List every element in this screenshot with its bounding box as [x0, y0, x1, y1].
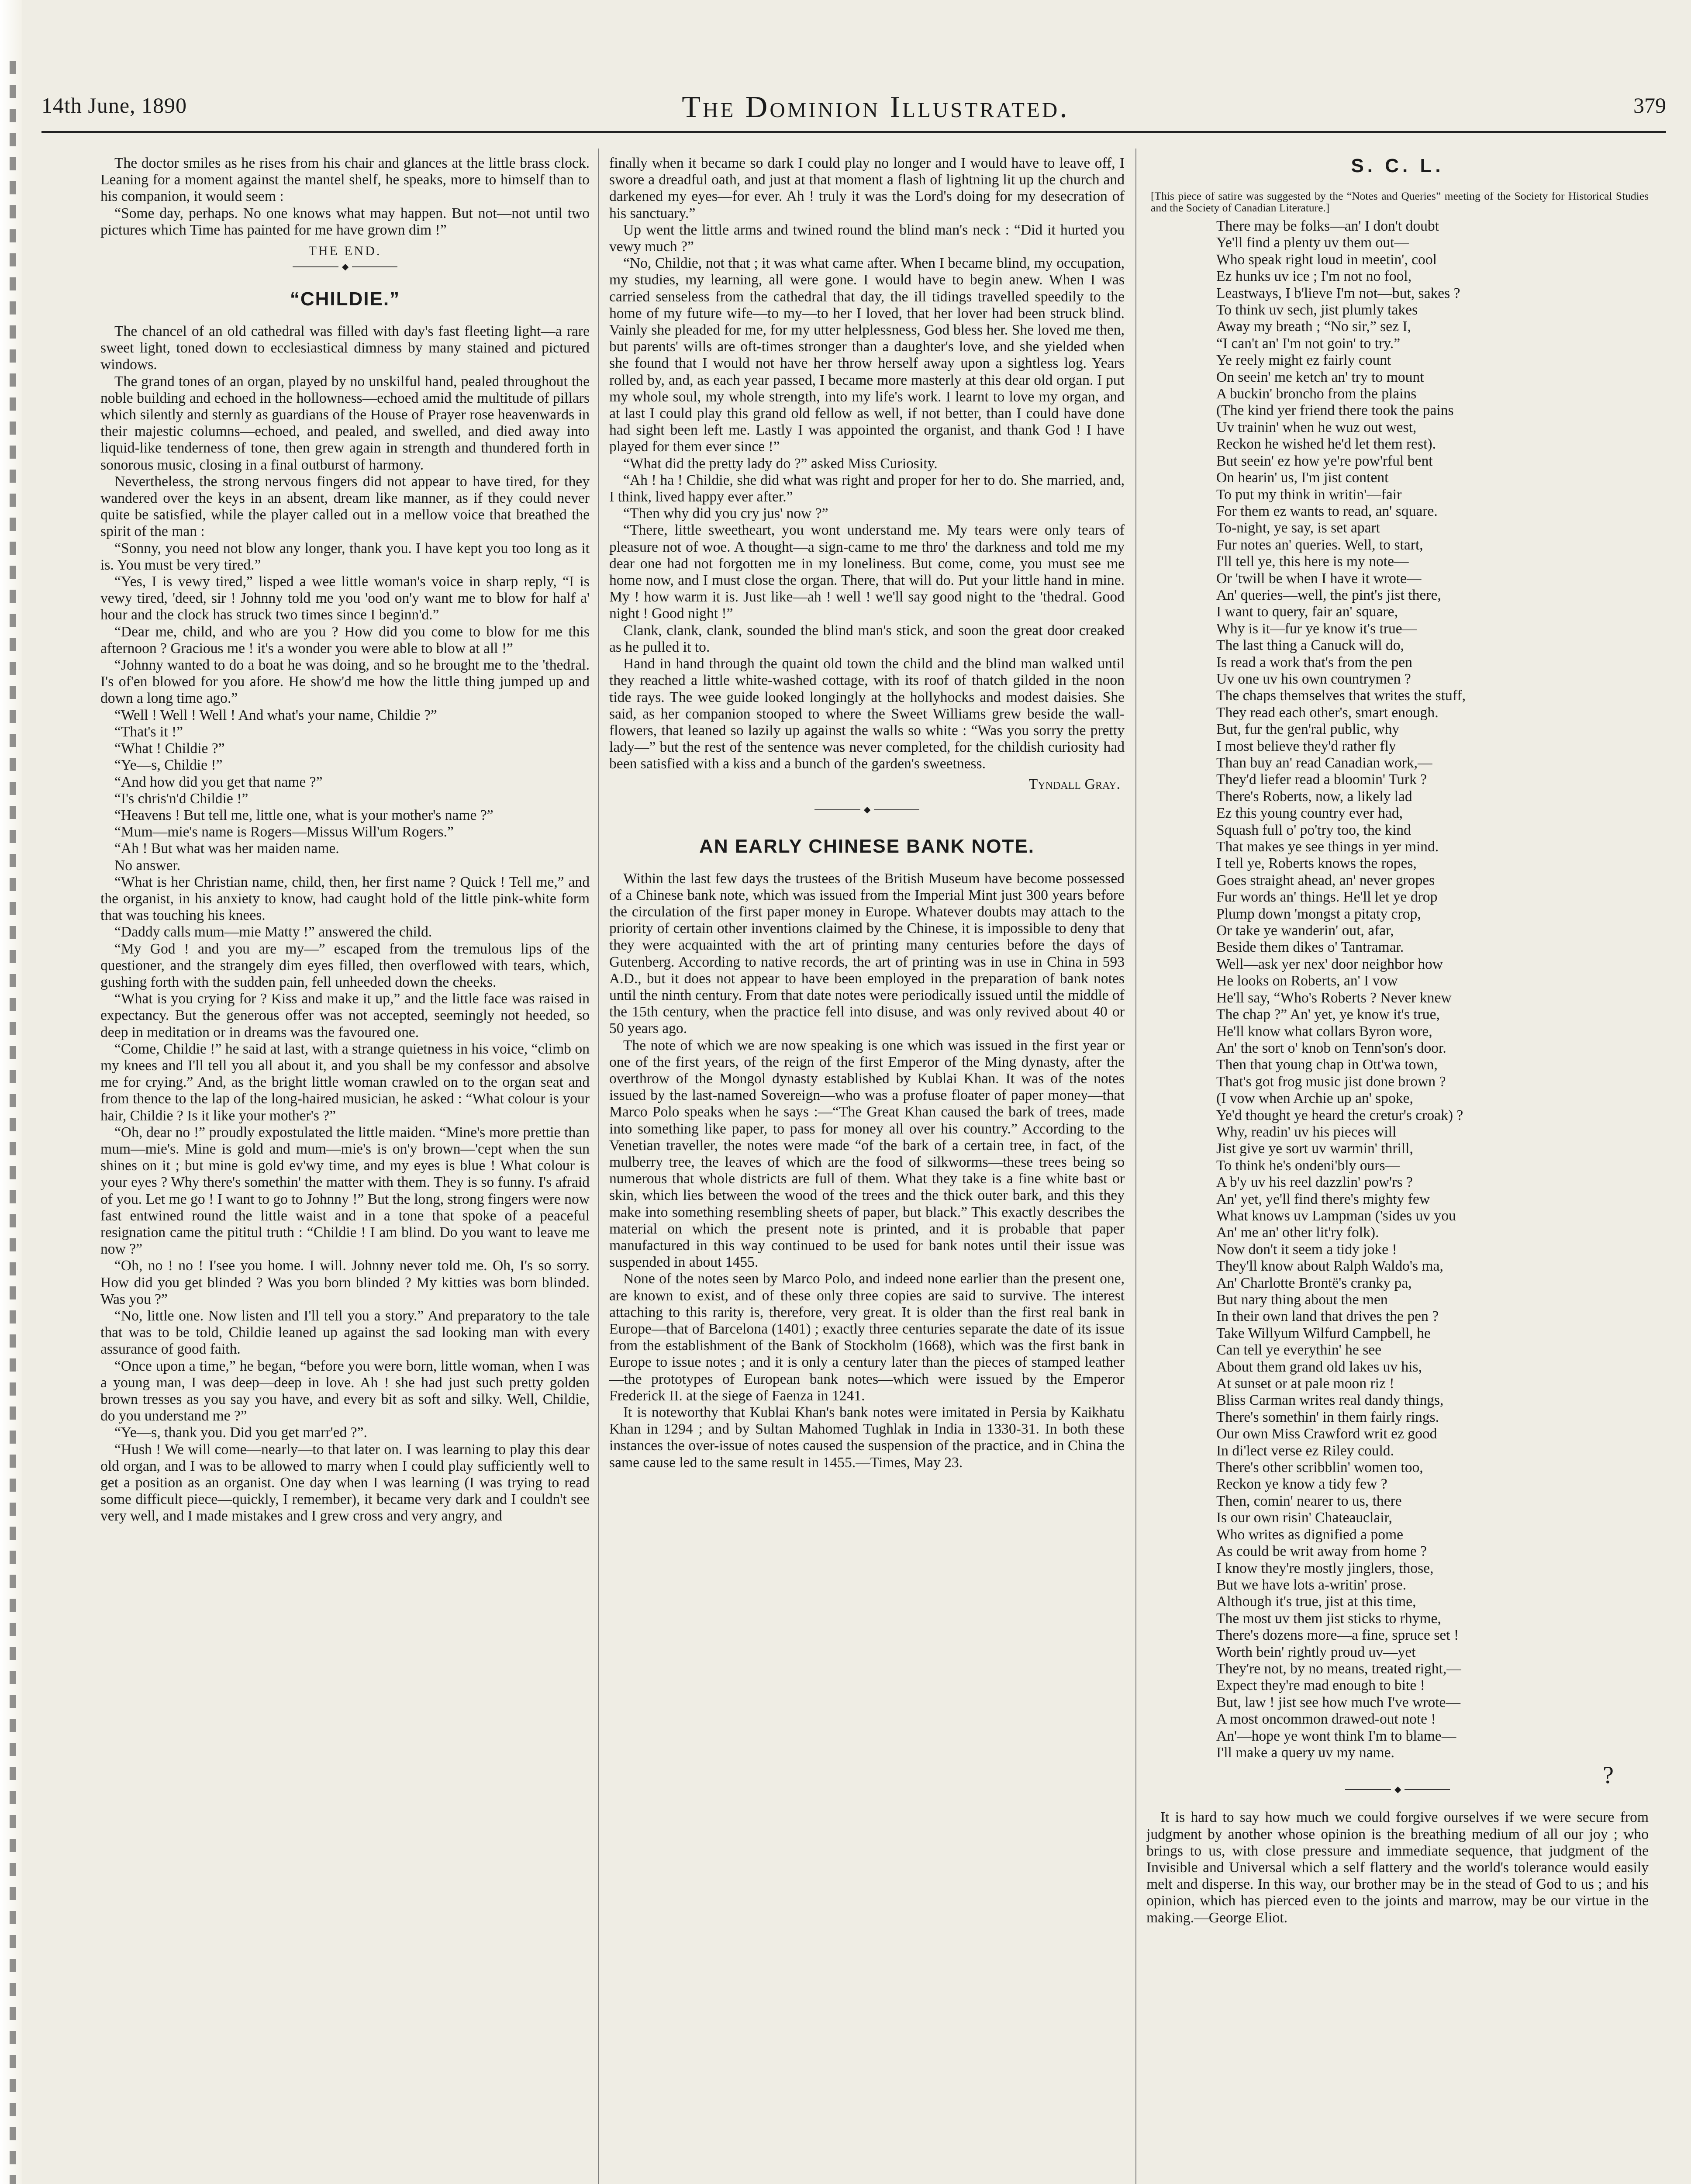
author-signature: Tyndall Gray.: [1028, 776, 1120, 792]
poem-line: Take Willyum Wilfurd Campbell, he: [1216, 1325, 1431, 1341]
poem-line: Is read a work that's from the pen: [1216, 654, 1412, 670]
poem-line: To think he's ondeni'bly ours—: [1216, 1157, 1400, 1174]
poem-line: About them grand old lakes uv his,: [1216, 1358, 1422, 1375]
poem-line: Bliss Carman writes real dandy things,: [1216, 1392, 1444, 1409]
poem-line: Away my breath ; “No sir,” sez I,: [1216, 318, 1411, 335]
poem-line: Well—ask yer nex' door neighbor how: [1216, 956, 1443, 972]
poem-line: Squash full o' po'try too, the kind: [1216, 822, 1411, 838]
poem-line: Fur words an' things. He'll let ye drop: [1216, 889, 1438, 905]
scl-title: S. C. L.: [1351, 155, 1444, 176]
poem-line: Why, readin' uv his pieces will: [1216, 1123, 1397, 1140]
issue-date: 14th June, 1890: [41, 93, 187, 117]
paragraph: “Ye—s, thank you. Did you get marr'ed ?”.: [114, 1424, 367, 1441]
paragraph: “Then why did you cry jus' now ?”: [623, 505, 828, 522]
poem-line: I want to query, fair an' square,: [1216, 604, 1398, 620]
poem-line: To put my think in writin'—fair: [1216, 486, 1402, 503]
poem-line: An' the sort o' knob on Tenn'son's door.: [1216, 1040, 1446, 1056]
poem-line: He looks on Roberts, an' I vow: [1216, 973, 1398, 989]
poem-line: (The kind yer friend there took the pains: [1216, 402, 1454, 419]
poem-line: He'll know what collars Byron wore,: [1216, 1023, 1432, 1040]
poem-line: Leastways, I b'lieve I'm not—but, sakes ?: [1216, 285, 1460, 301]
poem-line: Who speak right loud in meetin', cool: [1216, 251, 1437, 268]
column-divider: [1135, 149, 1136, 2184]
poem-line: There's somethin' in them fairly rings.: [1216, 1409, 1439, 1425]
paragraph: “There, little sweetheart, you wont understand me. My tears were only tears of pleasure not of woe. A thought—a sign-came to me thro' the darkness and told me my dear one had not forgotten me in my loneliness. But come, come, you must see me home now, and I must close the organ. There, that will do. Put your little hand in mine. My ! how warm it is. Just like—ah ! well ! we'll say good night to the 'thedral. Good night ! Good night !”: [609, 522, 1125, 622]
paragraph: “Ah ! ha ! Childie, she did what was right and proper for her to do. She married, and, I think, lived happy ever after.”: [609, 472, 1125, 505]
poem-line: Than buy an' read Canadian work,—: [1216, 755, 1432, 771]
paragraph: “Oh, no ! no ! I'see you home. I will. Johnny never told me. Oh, I's so sorry. How did you get blinded ? Was you born blinded ? My kitties was born blinded. Was you ?”: [100, 1258, 590, 1307]
story-ending: [100, 155, 590, 238]
paragraph: “Ye—s, Childie !”: [114, 757, 223, 774]
scl-poem: [1216, 218, 1649, 1761]
column-2: [609, 155, 1125, 2184]
paragraph: “Dear me, child, and who are you ? How did you come to blow for me this afternoon ? Gracious me ! it's a wonder you were able to blow at all !”: [100, 623, 590, 657]
poem-line: Then that young chap in Ott'wa town,: [1216, 1057, 1438, 1073]
paragraph: Up went the little arms and twined round the blind man's neck : “Did it hurted you vewy much ?”: [609, 221, 1125, 255]
poem-line: Beside them dikes o' Tantramar.: [1216, 939, 1404, 956]
poem-line: (I vow when Archie up an' spoke,: [1216, 1090, 1413, 1107]
poem-line: I tell ye, Roberts knows the ropes,: [1216, 855, 1417, 872]
column-1: [100, 155, 590, 2184]
closing-paragraph: It is hard to say how much we could forgive ourselves if we were secure from judgment by another whose opinion is the breathing medium of all our joy ; who brings to us, with close pressure and immediate sequence, that judgment of the Invisible and Universal which a self flattery and the world's tolerance would easily melt and disperse. In this way, our brother may be in the stead of God to us ; and his opinion, which has pierced even to the joints and marrow, may be our virtue in the making.—George Eliot.: [1146, 1809, 1649, 1926]
paragraph: “Ah ! But what was her maiden name.: [114, 840, 339, 857]
poem-line: Is our own risin' Chateauclair,: [1216, 1510, 1392, 1526]
poem-line: Goes straight ahead, an' never gropes: [1216, 872, 1435, 888]
poem-line: Ye'd thought ye heard the cretur's croak) ?: [1216, 1107, 1463, 1123]
poem-line: Why is it—fur ye know it's true—: [1216, 620, 1417, 637]
paragraph: The chancel of an old cathedral was filled with day's fast fleeting light—a rare sweet light, toned down to ecclesiastical dimness by many stained and pictured windows.: [100, 323, 590, 373]
poem-line: What knows uv Lampman ('sides uv you: [1216, 1207, 1456, 1224]
bank-note-article: [609, 871, 1125, 1471]
paragraph: “Some day, perhaps. No one knows what may happen. But not—not until two pictures which Time has painted for me have grown dim !”: [100, 205, 590, 238]
poem-line: They'll know about Ralph Waldo's ma,: [1216, 1258, 1443, 1275]
paragraph: “What is you crying for ? Kiss and make it up,” and the little face was raised in expectancy. But the generous offer was not accepted, seemingly not heeded, so deep in meditation or in dreams was the favoured one.: [100, 991, 590, 1040]
paragraph: “Sonny, you need not blow any longer, thank you. I have kept you too long as it is. You must be very tired.”: [100, 540, 590, 573]
paragraph: The doctor smiles as he rises from his chair and glances at the little brass clock. Leaning for a moment against the mantel shelf, he speaks, more to himself than to his companion, it would seem :: [100, 155, 590, 205]
poem-line: The chaps themselves that writes the stuff,: [1216, 688, 1466, 704]
paragraph: “Johnny wanted to do a boat he was doing, and so he brought me to the 'thedral. I's of'en blowed for you afore. He show'd me how the little thing jumped up and down a long time ago.”: [100, 657, 590, 707]
poem-line: The most uv them jist sticks to rhyme,: [1216, 1610, 1441, 1627]
childie-story-continued: [609, 155, 1125, 773]
poem-line: Although it's true, jist at this time,: [1216, 1593, 1416, 1610]
paragraph: Hand in hand through the quaint old town the child and the blind man walked until they reached a little white-washed cottage, with its roof of thatch gilded in the noon tide rays. The wee guide looked longingly at the hollyhocks and modest daisies. She said, as her companion stooped to where the Sweet Williams grew beside the wall-flowers, that leaned so lazily up against the walls so white : “Was you sorry the pretty lady—” but the rest of the sentence was never completed, for the childish curiosity had been satisfied with a kiss and a bunch of the garden's sweetness.: [609, 656, 1125, 772]
poem-line: They'd liefer read a bloomin' Turk ?: [1216, 771, 1427, 788]
poem-line: For them ez wants to read, an' square.: [1216, 503, 1438, 519]
page-header: [41, 90, 1666, 132]
poem-line: But, law ! jist see how much I've wrote—: [1216, 1694, 1461, 1711]
paragraph: “Well ! Well ! Well ! And what's your name, Childie ?”: [114, 707, 437, 723]
poem-line: I'll tell ye, this here is my note—: [1216, 553, 1409, 570]
poem-line: I most believe they'd rather fly: [1216, 738, 1396, 754]
poem-line: In di'lect verse ez Riley could.: [1216, 1442, 1394, 1459]
paragraph: “I's chris'n'd Childie !”: [114, 790, 248, 807]
bank-note-title: AN EARLY CHINESE BANK NOTE.: [699, 835, 1035, 857]
poem-line: To-night, ye say, is set apart: [1216, 520, 1380, 536]
poem-line: Then, comin' nearer to us, there: [1216, 1493, 1402, 1509]
the-end-label: THE END.: [308, 244, 382, 259]
poem-line: I'll make a query uv my name.: [1216, 1744, 1394, 1761]
paragraph: “Oh, dear no !” proudly expostulated the little maiden. “Mine's more prettie than mum—mie's. Mine is gold and mum—mie's is on'y brown—'cept when the sun shines on it ; but mine is gold ev'wy time, and my eyes is blue ! What colour is your eyes ? Why there's somethin' the matter with them. They is so funny. I's afraid of you. Let me go ! I want to go to Johnny !” But the long, strong fingers were now fast entwined round the little waist and in a tone that spoke of a peaceful resignation came the pititul truth : “Childie ! I am blind. Do you want to leave me now ?”: [100, 1124, 590, 1258]
paragraph: “No, Childie, not that ; it was what came after. When I became blind, my occupation, my studies, my learning, all were gone. I would have to begin anew. When I was carried senseless from the cathedral that day, the ill tidings travelled speedily to the home of my future wife—to my—to her I loved, that her lover had been struck blind. Vainly she pleaded for me, for my utter helplessness, God bless her. She loved me then, but parents' wills are oft-times stronger than a daughter's love, and she yielded when she found that I would not have her throw herself away upon a sightless log. Years rolled by, and, as each year passed, I became more masterly at this dear old organ. I put my whole soul, my whole strength, into my life's work. I learnt to love my organ, and at last I could play this grand old fellow as well, if not better, than I could have done had sight been left me. Lastly I was appointed the organist, and thank God ! I have played for them ever since !”: [609, 255, 1125, 455]
poem-line: Plump down 'mongst a pitaty crop,: [1216, 905, 1421, 922]
poem-line: That's got frog music jist done brown ?: [1216, 1073, 1446, 1090]
poem-line: Now don't it seem a tidy joke !: [1216, 1241, 1397, 1258]
paragraph: “Daddy calls mum—mie Matty !” answered the child.: [114, 924, 432, 940]
poem-line: He'll say, “Who's Roberts ? Never knew: [1216, 989, 1452, 1006]
poem-line: Jist give ye sort uv warmin' thrill,: [1216, 1140, 1413, 1157]
header-rule: [41, 131, 1666, 133]
childie-story: [100, 323, 590, 1525]
paragraph: “Mum—mie's name is Rogers—Missus Will'um Rogers.”: [114, 824, 454, 840]
poem-line: As could be writ away from home ?: [1216, 1543, 1427, 1560]
poem-line: To think uv sech, jist plumly takes: [1216, 302, 1418, 318]
paragraph: “And how did you get that name ?”: [114, 774, 323, 790]
paragraph: “What ! Childie ?”: [114, 740, 225, 757]
paragraph: “Once upon a time,” he began, “before you were born, little woman, when I was a young man, I was deep—deep in love. Ah ! she had just such pretty golden brown tresses as you say you have, and every bit as soft and silky. Well, Childie, do you understand me ?”: [100, 1358, 590, 1424]
paragraph: “Heavens ! But tell me, little one, what is your mother's name ?”: [114, 807, 493, 823]
childie-title: “CHILDIE.”: [290, 288, 400, 310]
poem-line: But nary thing about the men: [1216, 1292, 1388, 1308]
poem-line: There's Roberts, now, a likely lad: [1216, 788, 1412, 805]
paragraph: Within the last few days the trustees of the British Museum have become possessed of a Chinese bank note, which was issued from the Imperial Mint just 300 years before the circulation of the first paper money in Europe. Whatever doubts may attach to the priority of certain other inventions claimed by the Chinese, it is impossible to deny that they were acquainted with the art of printing many centuries before the days of Gutenberg. According to native records, the art of printing was in use in China in 593 A.D., but it does not appear to have been employed in the preparation of bank notes until the ninth century. From that date notes were periodically issued until the middle of the 15th century, when the practice fell into disuse, and was only revived about 40 or 50 years ago.: [609, 870, 1125, 1037]
poem-line: Fur notes an' queries. Well, to start,: [1216, 536, 1423, 553]
poem-line: Reckon ye know a tidy few ?: [1216, 1476, 1387, 1493]
poem-line: The last thing a Canuck will do,: [1216, 637, 1404, 654]
poem-line: An' Charlotte Brontë's cranky pa,: [1216, 1275, 1412, 1291]
paragraph: Clank, clank, clank, sounded the blind man's stick, and soon the great door creaked as he pulled it to.: [609, 622, 1125, 655]
poem-line: Uv trainin' when he wuz out west,: [1216, 419, 1417, 435]
column-divider: [598, 149, 599, 2184]
paragraph: The grand tones of an organ, played by no unskilful hand, pealed throughout the noble building and echoed in the hollowness—echoed amid the multitude of pillars which silently and sternly as guardians of the House of Prayer rose heavenwards in their majestic columns—echoed, and pealed, and swelled, and died away into liquid-like tenderness of tone, then grew again in strength and thundered forth in sonorous music, closing in a final outburst of harmony.: [100, 373, 590, 473]
paragraph: “What is her Christian name, child, then, her first name ? Quick ! Tell me,” and the organist, in his anxiety to know, had caught hold of the little pink-white form that was touching his knees.: [100, 874, 590, 924]
masthead-title: The Dominion Illustrated.: [682, 90, 1070, 124]
paragraph: No answer.: [114, 857, 181, 874]
section-ornament: [293, 263, 397, 271]
poem-line: An'—hope ye wont think I'm to blame—: [1216, 1728, 1456, 1744]
poem-line: But, fur the gen'ral public, why: [1216, 721, 1400, 738]
poem-line: A b'y uv his reel dazzlin' pow'rs ?: [1216, 1174, 1413, 1191]
poem-line: I know they're mostly jinglers, those,: [1216, 1560, 1434, 1576]
paragraph: “Come, Childie !” he said at last, with a strange quietness in his voice, “climb on my knees and I'll tell you all about it, and you shall be my confessor and absolve me for crying.” And, as the bright little woman crawled on to the organ seat and from thence to the lap of the long-haired musician, he asked : “What colour is your hair, Childie ? Is it like your mother's ?”: [100, 1040, 590, 1124]
poem-line: On seein' me ketch an' try to mount: [1216, 369, 1424, 385]
poem-line: Ez this young country ever had,: [1216, 805, 1403, 822]
poem-line: At sunset or at pale moon riz !: [1216, 1375, 1394, 1392]
scl-editorial-note: [This piece of satire was suggested by the “Notes and Queries” meeting of the Society for Historical Studies and the Society of Canadian Literature.]: [1151, 190, 1649, 214]
poem-line: There's other scribblin' women too,: [1216, 1459, 1423, 1476]
poem-line: Worth bein' rightly proud uv—yet: [1216, 1644, 1416, 1660]
poem-line: But seein' ez how ye're pow'rful bent: [1216, 453, 1433, 469]
paragraph: “Hush ! We will come—nearly—to that later on. I was learning to play this dear old organ, and I was to be allowed to marry when I could play sufficiently well to get a position as an organist. One day when I was learning (I was trying to read some difficult piece—quickly, I remember), it became very dark and I couldn't see very well, and I made mistakes and I grew cross and very angry, and: [100, 1441, 590, 1524]
poem-line: They read each other's, smart enough.: [1216, 704, 1439, 721]
poem-line: Ez hunks uv ice ; I'm not no fool,: [1216, 268, 1412, 285]
section-ornament: [1345, 1786, 1450, 1794]
page-number: 379: [1633, 93, 1666, 117]
poem-line: A buckin' broncho from the plains: [1216, 386, 1417, 402]
poem-line: An' queries—well, the pint's jist there,: [1216, 587, 1441, 603]
paragraph: “Yes, I is vewy tired,” lisped a wee little woman's voice in sharp reply, “I is vewy tired, 'deed, sir ! Johnny told me you 'ood on'y want me to blow for half a' hour and the clock has struck two times since I beginn'd.”: [100, 574, 590, 623]
poem-line: “I can't an' I'm not goin' to try.”: [1216, 335, 1401, 352]
paragraph: “My God ! and you are my—” escaped from the tremulous lips of the questioner, and the strangely dim eyes filled, then overflowed with tears, which, gushing forth with the sudden pain, fell unheeded down the cheeks.: [100, 940, 590, 990]
paragraph: finally when it became so dark I could play no longer and I would have to leave off, I swore a dreadful oath, and just at that moment a flash of lightning lit up the church and darkened my eyes—for ever. Ah ! truly it was the Lord's doing for my desecration of his sanctuary.”: [609, 155, 1125, 221]
paragraph: “No, little one. Now listen and I'll tell you a story.” And preparatory to the tale that was to be told, Childie leaned up against the sad looking man with every assurance of good faith.: [100, 1308, 590, 1358]
poem-line: Or take ye wanderin' out, afar,: [1216, 923, 1394, 939]
paragraph: It is noteworthy that Kublai Khan's bank notes were imitated in Persia by Kaikhatu Khan in 1294 ; and by Sultan Mahomed Tughlak in India in 1330-31. In both these instances the over-issue of notes caused the suspension of the practice, and in China the same cause led to the same result in 1455.—Times, May 23.: [609, 1404, 1125, 1471]
paragraph: Nevertheless, the strong nervous fingers did not appear to have tired, for they wandered over the keys in an absent, dream like manner, as if they could never quite be satisfied, while the player called out in a mellow voice that breathed the spirit of the man :: [100, 473, 590, 540]
poem-line: Expect they're mad enough to bite !: [1216, 1677, 1425, 1694]
poem-line: Our own Miss Crawford writ ez good: [1216, 1426, 1437, 1442]
poem-line: An' yet, ye'll find there's mighty few: [1216, 1191, 1430, 1207]
poem-line: That makes ye see things in yer mind.: [1216, 839, 1439, 855]
poem-line: They're not, by no means, treated right,—: [1216, 1660, 1461, 1677]
poem-line: There may be folks—an' I don't doubt: [1216, 218, 1439, 234]
poem-line: Uv one uv his own countrymen ?: [1216, 670, 1411, 687]
poem-line: In their own land that drives the pen ?: [1216, 1308, 1439, 1325]
paragraph: None of the notes seen by Marco Polo, and indeed none earlier than the present one, are known to exist, and of these only three copies are said to survive. The interest attaching to this rarity is, therefore, very great. It is older than the first real bank in Europe—that of Barcelona (1401) ; exactly three centuries separate the date of its issue from the establishment of the Bank of Stockholm (1668), which was the first bank in Europe to issue notes ; and it is only a century later than the pieces of stamped leather—the prototypes of European bank notes—which were issued by the Emperor Frederick II. at the siege of Faenza in 1241.: [609, 1271, 1125, 1404]
poem-line: There's dozens more—a fine, spruce set !: [1216, 1627, 1459, 1644]
section-ornament: [814, 806, 919, 814]
spine-stitching: [10, 61, 16, 2184]
poem-line: Can tell ye everythin' he see: [1216, 1342, 1382, 1358]
poem-line: The chap ?” An' yet, ye know it's true,: [1216, 1006, 1440, 1023]
poem-line: Ye'll find a plenty uv them out—: [1216, 235, 1409, 251]
column-3: [1146, 155, 1649, 2184]
poem-line: Who writes as dignified a pome: [1216, 1526, 1404, 1543]
paragraph: “What did the pretty lady do ?” asked Miss Curiosity.: [623, 455, 938, 472]
poem-line: Ye reely might ez fairly count: [1216, 352, 1391, 369]
poem-line: An' me an' other lit'ry folk).: [1216, 1224, 1379, 1241]
poem-line: A most oncommon drawed-out note !: [1216, 1711, 1436, 1728]
question-mark-ornament: ?: [1603, 1762, 1614, 1789]
paragraph: The note of which we are now speaking is one which was issued in the first year or one of the first years, of the reign of the first Emperor of the Ming dynasty, after the overthrow of the Mongol dynasty established by Kublai Khan. It was of the notes issued by the last-named Sovereign—who was a profuse floater of paper money—that Marco Polo speaks when he says :—“The Great Khan caused the bark of trees, made into something like paper, to pass for money all over his country.” According to the Venetian traveller, the notes were made “of the bark of a certain tree, in fact, of the mulberry tree, the leaves of which are the food of silkworms—these trees being so numerous that whole districts are full of them. What they take is a fine white bast or skin, which lies between the wood of the trees and the thick outer bark, and this they make into something resembling sheets of paper, but black.” This exactly describes the material on which the present note is printed, and it is probable that paper manufactured in this way continued to be used for bank notes until their issue was suspended in about 1455.: [609, 1037, 1125, 1271]
poem-line: Or 'twill be when I have it wrote—: [1216, 570, 1422, 587]
poem-line: On hearin' us, I'm jist content: [1216, 470, 1389, 486]
poem-line: But we have lots a-writin' prose.: [1216, 1576, 1407, 1593]
paragraph: “That's it !”: [114, 723, 183, 740]
poem-line: Reckon he wished he'd let them rest).: [1216, 436, 1436, 453]
